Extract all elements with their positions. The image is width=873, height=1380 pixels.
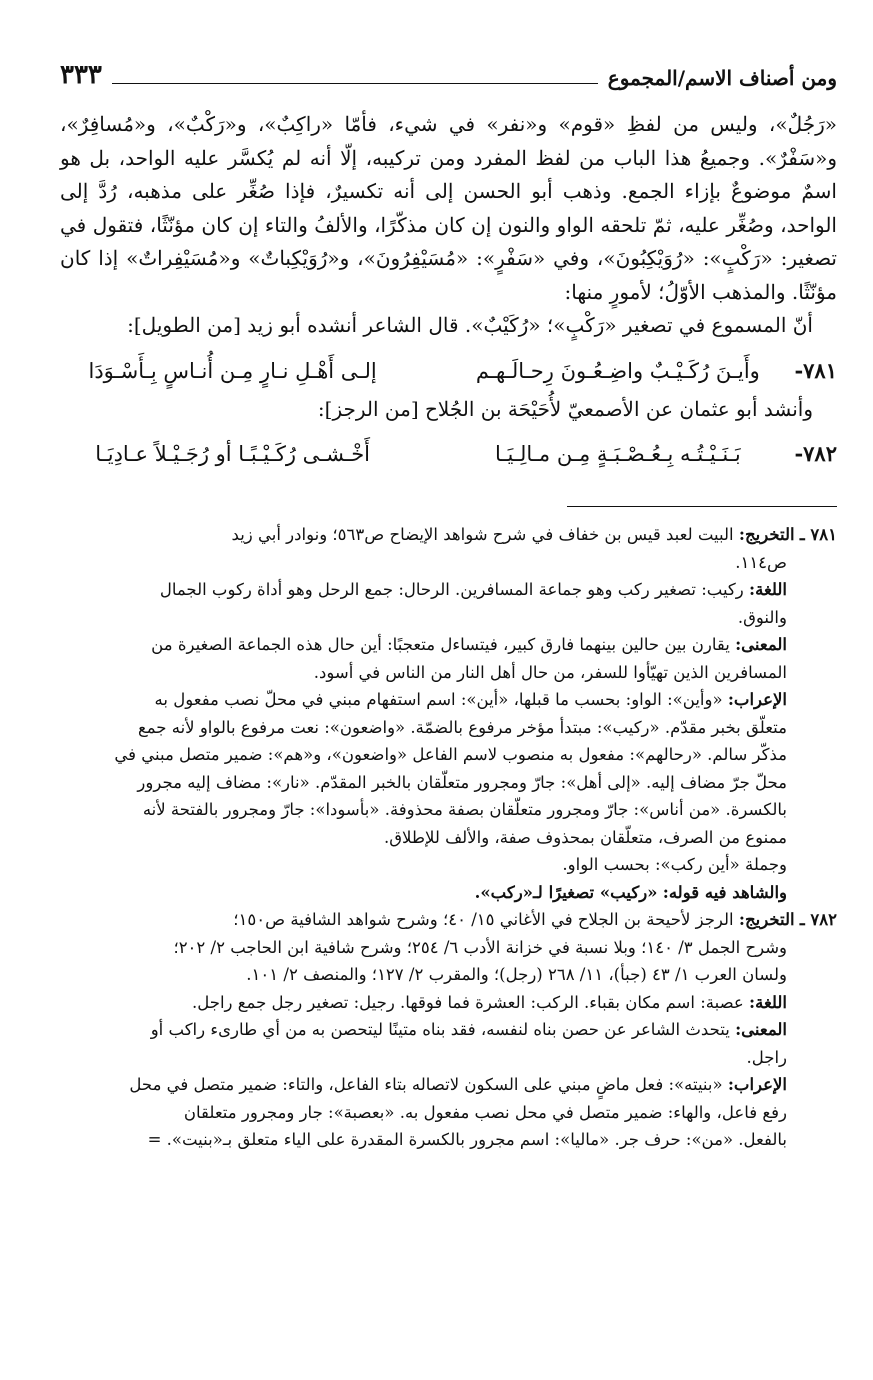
irab-text: بالكسرة. «من أناس»: جارّ ومجرور متعلّقان بصفة محذوفة. «بأسودا»: جارّ ومجرور بالفتحة لأنه [142, 800, 787, 819]
footnote-781 [60, 521, 837, 906]
irab-text: مذكّر سالم. «رحالهم»: مفعول به منصوب لاسم الفاعل «واضعون»، و«هم»: ضمير متصل مبني في [114, 745, 787, 764]
paragraph-2: أنّ المسموع في تصغير «رَكْبٍ»؛ «رُكَيْبٌ». قال الشاعر أنشده أبو زيد [من الطويل]: [127, 313, 813, 337]
footnote-separator [567, 506, 837, 507]
verse-second-hemistich: أَخْـشـى رُكَـيْـبًـا أو رُجَـيْـلاً عـادِيَـا [95, 442, 371, 466]
lugha-text: والنوق. [737, 607, 787, 627]
irab-label: الإعراب: [727, 690, 787, 709]
verse-782 [60, 432, 837, 476]
footnote-782 [60, 906, 837, 1154]
lugha-label: اللغة: [749, 580, 787, 599]
maana-label: المعنى: [735, 1020, 787, 1039]
maana-text: يتحدث الشاعر عن حصن بناه لنفسه، فقد بناه متينًا ليتحصن به من أي طارىء راكب أو [150, 1020, 730, 1039]
book-page [60, 56, 837, 1360]
irab-text: متعلّق بخبر مقدّم. «ركيب»: مبتدأ مؤخر مرفوع بالضمّة. «واضعون»: نعت مرفوع بالواو لأنه جمع [137, 717, 787, 737]
verse-number: ٧٨٢- [794, 441, 837, 466]
lugha-label: اللغة: [749, 992, 787, 1012]
footnote-number: ٧٨١ ـ [799, 525, 837, 544]
irab-text: ممنوع من الصرف، متعلّقان بمحذوف صفة، والألف للإطلاق. [383, 827, 787, 847]
irab-label: الإعراب: [727, 1075, 787, 1094]
main-text [60, 108, 837, 476]
irab-text: بالفعل. «من»: حرف جر. «ماليا»: اسم مجرور بالكسرة المقدرة على الياء متعلق بـ«بنيت». = [147, 1130, 787, 1149]
jumla-text: وجملة «أين ركب»: بحسب الواو. [562, 855, 787, 874]
maana-text: المسافرين الذين تهيّأوا للسفر، من حال أهل النار من الناس في أسود. [313, 662, 787, 682]
header-rule [112, 83, 598, 84]
lugha-text: عصبة: اسم مكان بقباء. الركب: العشرة فما فوقها. رجيل: تصغير رجل جمع راجل. [192, 992, 744, 1012]
irab-text: «وأين»: الواو: بحسب ما قبلها، «أين»: اسم استفهام مبني في محلّ نصب مفعول به [154, 690, 723, 709]
takhrij-text: البيت لعبد قيس بن خفاف في شرح شواهد الإيضاح ص٥٦٣؛ ونوادر أبي زيد [231, 525, 734, 544]
takhrij-label: التخريج: [738, 910, 795, 929]
takhrij-label: التخريج: [738, 525, 795, 544]
irab-text: رفع فاعل، والهاء: ضمير متصل في محل نصب مفعول به. «بعصبة»: جار ومجرور متعلقان [183, 1102, 787, 1122]
maana-text: يقارن بين حالين بينهما فارق كبير، فيتساءل متعجبًا: أين حال هذه الجماعة الصغيرة من [151, 635, 730, 654]
takhrij-text: ص١١٤. [735, 552, 787, 572]
verse-second-hemistich: إلـى أَهْـلِ نـارٍ مِـن أُنـاسٍ بِـأَسْـوَدَا [88, 358, 377, 383]
maana-text: راجل. [746, 1047, 787, 1067]
paragraph-1: «رَجُلٌ»، وليس من لفظِ «قوم» و«نفر» في شيء، فأمّا «راكِبٌ»، و«رَكْبٌ»، و«مُسافِرٌ»، و«سَفْرٌ». وجميعُ هذا الباب من لفظ المفرد ومن تركيبه، إلّا أنه لم يُكسَّر عليه الواحد، بل هو اسمٌ موضوعٌ بإزاء الجمع. وذهب أبو الحسن إلى أنه تكسيرٌ، فإذا صُغِّر على مذهبه، رُدَّ إلى الواحد، وصُغِّر عليه، ثمّ تلحقه الواو والنون إن كان مذكّرًا، والألفُ والتاء إن كان مؤنّثًا، فتقول في تصغير: «رَكْبٍ»: «رُوَيْكِبُونَ»، وفي «سَفْرٍ»: «مُسَيْفِرُونَ»، و«رُوَيْكِباتٌ» و«مُسَيْفِراتٌ» إذا كان مؤنّثًا. والمذهب الأوّلُ؛ لأمورٍ منها: [60, 112, 837, 304]
takhrij-text: الرجز لأحيحة بن الجلاح في الأغاني ١٥/ ٤٠؛ وشرح شواهد الشافية ص١٥٠؛ [233, 910, 734, 929]
verse-first-hemistich: وأَيـنَ رُكَـيْـبٌ واضِـعُـونَ رِحـالَـهـم [475, 358, 760, 383]
footnote-number: ٧٨٢ ـ [799, 910, 837, 929]
verse-number: ٧٨١- [794, 357, 837, 383]
irab-text: محلّ جرّ مضاف إليه. «إلى أهل»: جارّ ومجرور متعلّقان بالخبر المقدّم. «نار»: مضاف إليه مجرور [137, 772, 787, 792]
takhrij-text: ولسان العرب ١/ ٤٣ (جبأ)، ١١/ ٢٦٨ (رجل)؛ والمقرب ٢/ ١٢٧؛ والمنصف ٢/ ١٠١. [246, 965, 787, 984]
shahid-text: «ركيب» تصغيرًا لـ«ركب». [474, 882, 658, 902]
irab-text: «بنيته»: فعل ماضٍ مبني على السكون لاتصاله بتاء الفاعل، والتاء: ضمير متصل في محل [129, 1075, 723, 1094]
verse-781 [60, 349, 837, 393]
running-header [60, 56, 837, 90]
page-number: ٣٣٣ [60, 60, 102, 90]
verse-first-hemistich: بَـنَـيْـتُـه بِـعُـصْـبَـةٍ مِـن مـالِـيَـا [494, 442, 741, 466]
lugha-text: ركيب: تصغير ركب وهو جماعة المسافرين. الرحال: جمع الرحل وهو أداة ركوب الجمال [159, 580, 744, 599]
takhrij-text: وشرح الجمل ٣/ ١٤٠؛ وبلا نسبة في خزانة الأدب ٦/ ٢٥٤؛ وشرح شافية ابن الحاجب ٢/ ٢٠٢؛ [173, 937, 787, 957]
shahid-label: والشاهد فيه قوله: [662, 882, 787, 902]
paragraph-3: وأنشد أبو عثمان عن الأصمعيّ لأُحَيْحَة بن الجُلاح [من الرجز]: [317, 396, 813, 421]
maana-label: المعنى: [735, 635, 787, 654]
footnotes [60, 521, 837, 1154]
chapter-title: ومن أصناف الاسم/المجموع [607, 66, 837, 90]
